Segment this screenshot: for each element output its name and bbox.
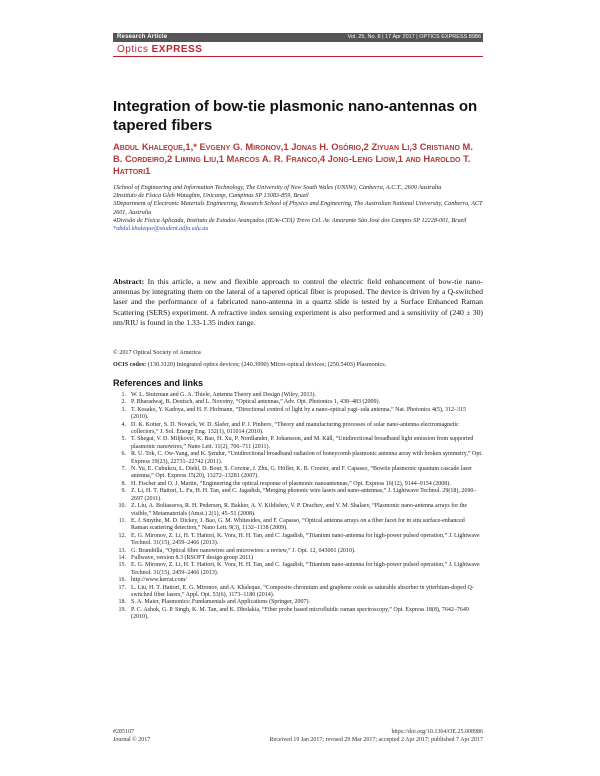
reference-text: N. Yu, E. Cubukcu, L. Diehl, D. Bour, S. Corzine, J. Zhu, G. Höfler, K. B. Crozier, and F. Capasso, “Bowtie plasmonic quantum cascade laser antenna,” Opt. Express 15(20), 13272–13281 (2007). (131, 466, 473, 480)
issue-meta: Vol. 25, No. 8 | 17 Apr 2017 | OPTICS EXPRESS 8986 (347, 34, 481, 40)
reference-number: 7. (121, 466, 126, 473)
reference-number: 10. (118, 503, 126, 510)
reference-text: H. Fischer and O. J. Martin, “Engineering the optical response of plasmonic nanoantennas,” Opt. Express 16(12), 9144–9154 (2008). (131, 480, 451, 487)
reference-text: T. Kosako, Y. Kadoya, and H. F. Hofmann, “Directional control of light by a nano-optical yagi–uda antenna,” Nat. Photonics 4(5), 312–315 (2010). (131, 406, 466, 421)
reference-number: 13. (118, 547, 126, 554)
affiliations (113, 184, 483, 233)
reference-number: 6. (121, 451, 126, 458)
reference-item (113, 407, 483, 422)
reference-item (113, 436, 483, 451)
reference-item (113, 599, 483, 606)
journal-copyright: Journal © 2017 (113, 737, 151, 743)
reference-text: E. G. Mironov, Z. Li, H. T. Hattori, K. Vora, H. H. Tan, and C. Jagadish, “Titanium nano-antenna for high-power pulsed operation,” J. Lightwave Technol. 31(15), 2459–2466 (2013). (131, 532, 480, 547)
journal-name: Optics (117, 44, 149, 55)
reference-number: 16. (118, 577, 126, 584)
article-type-label: Research Article (117, 34, 168, 40)
affiliation-1: 1School of Engineering and Information Technology, The University of New South Wales (UNSW), Canberra, A.C.T., 2600 Australia (113, 184, 442, 191)
corresponding-email-link[interactable]: *abdul.khaleque@student.adfa.edu.au (113, 225, 209, 233)
reference-item (113, 533, 483, 548)
reference-text: L. Liu, H. T. Hattori, E. G. Mironov, and A. Khaleque, “Composite chromium and graphene oxide as saturable absorber in ytterbium-doped Q-switched fiber lasers,” Appl. Opt. 53(6), 1173–1180 (2014). (131, 584, 474, 598)
ocis-codes (113, 361, 483, 368)
reference-text: Fullwave, version 8.3 (RSOFT design group 2011) (131, 554, 253, 561)
affiliation-4: 4Divisão de Física Aplicada, Instituto de Estudos Avançados (IEAv-CTA) Trevo Cel. Av. Amarante São José dos Campos SP 12228-001, Brazil (113, 216, 467, 224)
header-rule (113, 56, 483, 57)
page-title: Integration of bow-tie plasmonic nano-antennas on tapered fibers (113, 98, 478, 134)
journal-logo (117, 44, 202, 55)
reference-item (113, 488, 483, 503)
reference-number: 15. (118, 562, 126, 569)
abstract-text: In this article, a new and flexible approach to control the electric field enhancement of bow-tie nano-antennas by integrating them on the lateral of a tapered optical fiber is proposed. The device is driven by a Q-switched laser and the performance of a fabricated nano-antenna in a quartz slide is tested by a Surface Enhanced Raman Scattering (SERS) experiment. A refractive index sensing experiment is also performed and a sensitivity of (240 ± 30) nm/RIU is found in the 1.33-1.35 index range. (113, 277, 483, 327)
doi-link[interactable]: https://doi.org/10.1364/OE.25.008986 (391, 729, 483, 735)
reference-text: E. G. Mironov, Z. Li, H. T. Hattori, K. Vora, H. H. Tan, and C. Jagadish, “Titanium nano-antenna for high-power pulsed operation,” J. Lightwave Technol. 31(15), 2459–2466 (2013). (131, 562, 480, 576)
reference-text: T. Shegai, V. D. Miljković, K. Bao, H. Xu, P. Nordlander, P. Johansson, and M. Käll, “Unidirectional broadband light emission from supported plasmonic nanowires,” Nano Lett. 11(2), 706–711 (2011). (131, 436, 474, 450)
reference-number: 12. (118, 532, 126, 539)
reference-text: Z. Li, H. T. Hattori, L. Fu, H. H. Tan, and C. Jagadish, “Merging photonic wire lasers and nano-antennas,” J. Lightwave Technol. 29(18), 2690–2697 (2011). (131, 488, 477, 502)
reference-item (113, 518, 483, 533)
reference-text: Z. Liu, A. Boltasseva, R. H. Pedersen, R. Bakker, A. V. Kildishev, V. P. Drachev, and V. M. Shalaev, “Plasmonic nano-antenna arrays for the visible,” Metamaterials (Amst.) 2(1), 45–51 (2008). (131, 503, 468, 517)
copyright: © 2017 Optical Society of America (113, 349, 201, 356)
reference-number: 8. (121, 480, 126, 487)
publication-dates: Received 19 Jan 2017; revised 29 Mar 2017; accepted 2 Apr 2017; published 7 Apr 2017 (269, 737, 483, 743)
reference-text: P. Bharadwaj, B. Deutsch, and L. Novotny, “Optical antennas,” Adv. Opt. Photonics 1, 438–483 (2009). (131, 399, 381, 406)
reference-text: G. Brambilla, “Optical fibre nanowires and microwires: a review,” J. Opt. 12, 043001 (2010). (131, 547, 356, 554)
reference-number: 18. (118, 599, 126, 606)
reference-item (113, 451, 483, 466)
reference-number: 11. (118, 517, 126, 524)
abstract (113, 277, 483, 328)
references-heading: References and links (113, 378, 204, 388)
reference-text: D. K. Kotter, S. D. Novack, W. D. Slafer, and P. J. Pinhero, “Theory and manufacturing processes of solar nano-antenna electromagnetic collectors,” J. Sol. Energy Eng. 132(1), 011014 (2010). (131, 421, 459, 436)
reference-text: E. J. Smythe, M. D. Dickey, J. Bao, G. M. Whitesides, and F. Capasso, “Optical antenna arrays on a fiber facet for in situ surface-enhanced Raman scattering detection,” Nano Lett. 9(3), 1132–1138 (2009). (131, 517, 465, 532)
reference-text: P. C. Ashok, G. P. Singh, K. M. Tan, and K. Dholakia, “Fiber probe based microfluidic raman spectroscopy,” Opt. Express 18(8), 7642–7649 (2010). (131, 606, 469, 621)
header-bar (113, 33, 483, 42)
reference-text: W. L. Stutzman and G. A. Thiele, Antenna Theory and Design (Wiley, 2013). (131, 392, 317, 398)
reference-item (113, 577, 483, 584)
reference-number: 17. (118, 584, 126, 591)
reference-text: http://www.kerrat.com/ (131, 577, 187, 584)
ocis-label: OCIS codes: (113, 361, 147, 368)
journal-header (113, 33, 483, 59)
reference-item (113, 399, 483, 406)
reference-number: 9. (121, 488, 126, 495)
reference-item (113, 466, 483, 481)
reference-number: 4. (121, 421, 126, 428)
reference-number: 19. (118, 606, 126, 613)
reference-item (113, 607, 483, 622)
reference-number: 14. (118, 554, 126, 561)
article-id: #285107 (113, 729, 134, 735)
reference-number: 1. (121, 392, 126, 398)
reference-item (113, 503, 483, 518)
reference-number: 3. (121, 406, 126, 413)
author-list: Abdul Khaleque,1,* Evgeny G. Mironov,1 Jonas H. Osório,2 Ziyuan Li,3 Cristiano M. B. Cordeiro,2 Liming Liu,1 Marcos A. R. Franco,4 Jong-Leng Liow,1 and Haroldo T. Hattori1 (113, 141, 473, 176)
ocis-text: (130.3120) Integrated optics devices; (240.3990) Micro-optical devices; (250.5403) Plasmonics. (147, 361, 387, 368)
journal-suffix: EXPRESS (151, 44, 203, 55)
reference-number: 2. (121, 399, 126, 406)
reference-item (113, 585, 483, 600)
abstract-label: Abstract: (113, 277, 145, 286)
footer-right (270, 728, 483, 744)
reference-text: S. A. Maier, Plasmonics: Fundamentals and Applications (Springer, 2007). (131, 599, 311, 606)
reference-number: 5. (121, 436, 126, 443)
affiliation-3: 3Department of Electronic Materials Engineering, Research School of Physics and Engineering, The Australian National University, Canberra, ACT 2601, Australia (113, 200, 483, 216)
page-footer (113, 728, 483, 744)
reference-text: R. U. Tok, C. Ow-Yang, and K. Şendur, “Unidirectional broadband radiation of honeycomb plasmonic antenna array with broken symmetry,” Opt. Express 19(23), 22731–22742 (2011). (131, 451, 483, 465)
reference-item (113, 548, 483, 555)
reference-item (113, 562, 483, 577)
reference-item (113, 422, 483, 437)
reference-list (113, 392, 483, 622)
affiliation-2: 2Instituto de Física Gleb Wataghin, Unicamp, Campinas SP 13083-859, Brazil (113, 192, 309, 200)
